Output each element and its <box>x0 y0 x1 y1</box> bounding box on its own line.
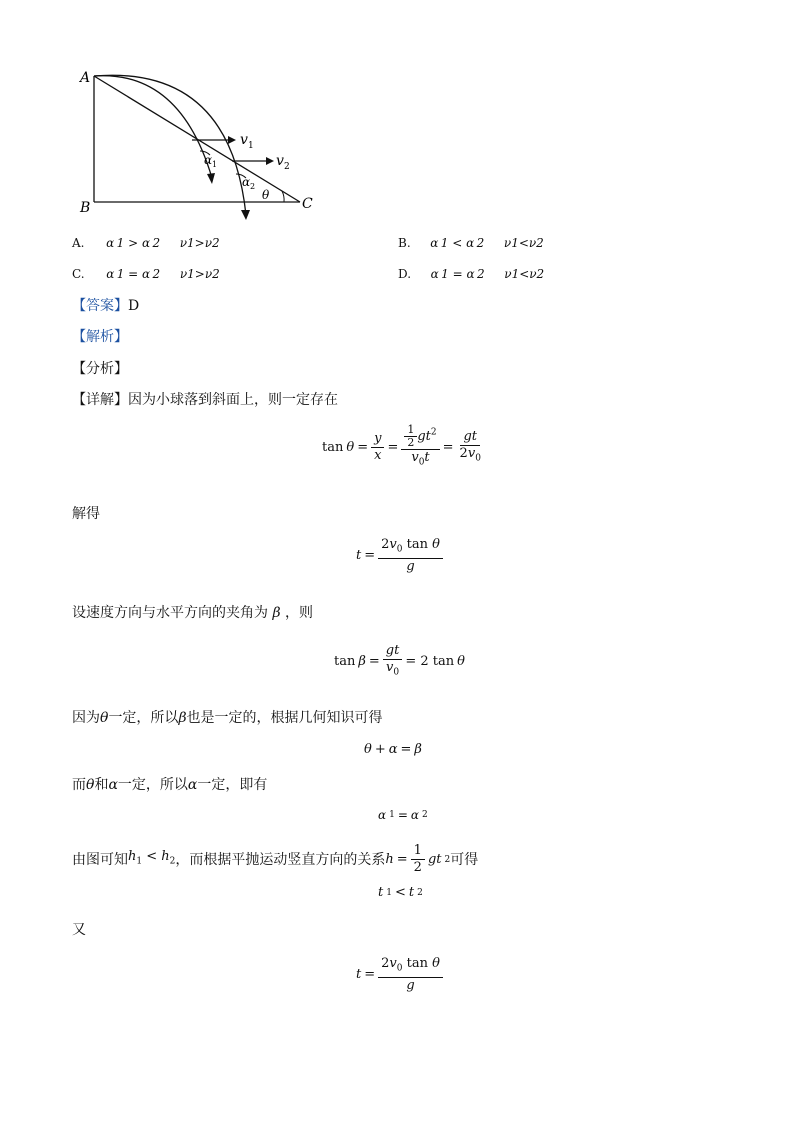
option-d-letter: D. <box>398 267 412 281</box>
because-line: 因为θ一定，所以β也是一定的，根据几何知识可得 <box>72 710 383 726</box>
option-a-alpha: α 1 > α 2 <box>106 236 161 250</box>
option-d[interactable] <box>398 267 544 281</box>
v2-arrowhead <box>266 157 274 165</box>
v1-arrowhead <box>228 136 236 144</box>
from-fig-c: 可得 <box>450 851 479 868</box>
option-c-letter: C. <box>72 267 85 281</box>
beta-intro: 设速度方向与水平方向的夹角为 β ，则 <box>72 605 313 621</box>
and-b: 和 <box>94 777 109 793</box>
equation-tan-beta: tan β = $\frac{gt}{v_0}$ = 2 tan θ <box>334 643 465 678</box>
because-c: 也是一定的，根据几何知识可得 <box>186 710 383 726</box>
label-alpha1: α <box>204 153 213 167</box>
option-b[interactable] <box>398 236 544 250</box>
from-fig-a: 由图可知 <box>72 851 128 868</box>
label-v1: v <box>240 132 248 148</box>
beta-intro-b: ，则 <box>285 605 313 621</box>
label-alpha2-sub: 2 <box>250 182 256 191</box>
trajectory-2 <box>94 75 246 215</box>
label-alpha2: α <box>242 175 251 189</box>
option-b-v: ν1<ν2 <box>503 236 544 250</box>
equation-angle-sum: θ + α = β <box>364 742 422 757</box>
because-b: 一定，所以 <box>108 710 179 726</box>
answer-value: D <box>128 298 140 314</box>
and-line: 而θ和α一定，所以α一定，即有 <box>72 777 268 793</box>
label-v1-sub: 1 <box>248 141 254 151</box>
option-d-v: ν1<ν2 <box>504 267 545 281</box>
detail-label: 【详解】 <box>72 392 128 408</box>
and-d: 一定，即有 <box>197 777 268 793</box>
option-b-alpha: α 1 < α 2 <box>430 236 485 250</box>
answer-line <box>72 297 139 315</box>
from-fig-line: 由图可知 $h_1 < h_2$ ，而根据平抛运动竖直方向的关系 h = $\frac{1}{2}$ gt 2 可得 <box>72 843 479 875</box>
option-c-alpha: α 1 = α 2 <box>106 267 161 281</box>
option-a-v: ν1>ν2 <box>179 236 220 250</box>
and-c: 一定，所以 <box>117 777 188 793</box>
option-d-alpha: α 1 = α 2 <box>430 267 485 281</box>
label-theta: θ <box>262 188 270 202</box>
label-v2: v <box>276 153 284 169</box>
and-a: 而 <box>72 777 86 793</box>
analysis-heading: 【解析】 <box>72 329 128 345</box>
label-B: B <box>80 200 91 216</box>
projectile-incline-figure <box>70 60 330 225</box>
detail-line <box>72 391 338 409</box>
detail-text: 因为小球落到斜面上，则一定存在 <box>128 392 338 408</box>
trajectory-2-arrowhead <box>241 210 250 220</box>
equation-t-compare: t 1 < t 2 <box>378 885 423 900</box>
trajectory-1 <box>94 76 212 178</box>
equation-t: t = $\frac{2v_0 \tan \theta}{g}$ <box>356 537 443 575</box>
equation-tan-theta: tan θ = $\frac{y}{x}$ = $\frac{1}{2}$ $gt^2$ $v_0t$ = $\frac{gt}{2v_0}$ <box>322 423 481 468</box>
answer-label: 【答案】 <box>72 298 128 314</box>
solve-text: 解得 <box>72 506 100 522</box>
option-a-letter: A. <box>72 236 85 250</box>
option-c-v: ν1>ν2 <box>179 267 220 281</box>
from-fig-b: ，而根据平抛运动竖直方向的关系 <box>175 851 386 868</box>
label-C: C <box>302 196 313 212</box>
option-c[interactable] <box>72 267 220 281</box>
trajectory-1-arrowhead <box>207 173 215 184</box>
equation-alpha-equal: α 1 = α 2 <box>378 808 428 822</box>
label-v2-sub: 2 <box>284 162 290 172</box>
label-alpha1-sub: 1 <box>212 160 218 169</box>
option-a[interactable] <box>72 236 220 250</box>
label-A: A <box>80 70 91 86</box>
option-b-letter: B. <box>398 236 411 250</box>
equation-t-repeat: t = $\frac{2v_0 \tan \theta}{g}$ <box>356 956 443 994</box>
because-a: 因为 <box>72 710 100 726</box>
again-text: 又 <box>72 922 86 938</box>
beta-intro-a: 设速度方向与水平方向的夹角为 <box>72 605 268 621</box>
fenxi-heading: 【分析】 <box>72 361 128 377</box>
